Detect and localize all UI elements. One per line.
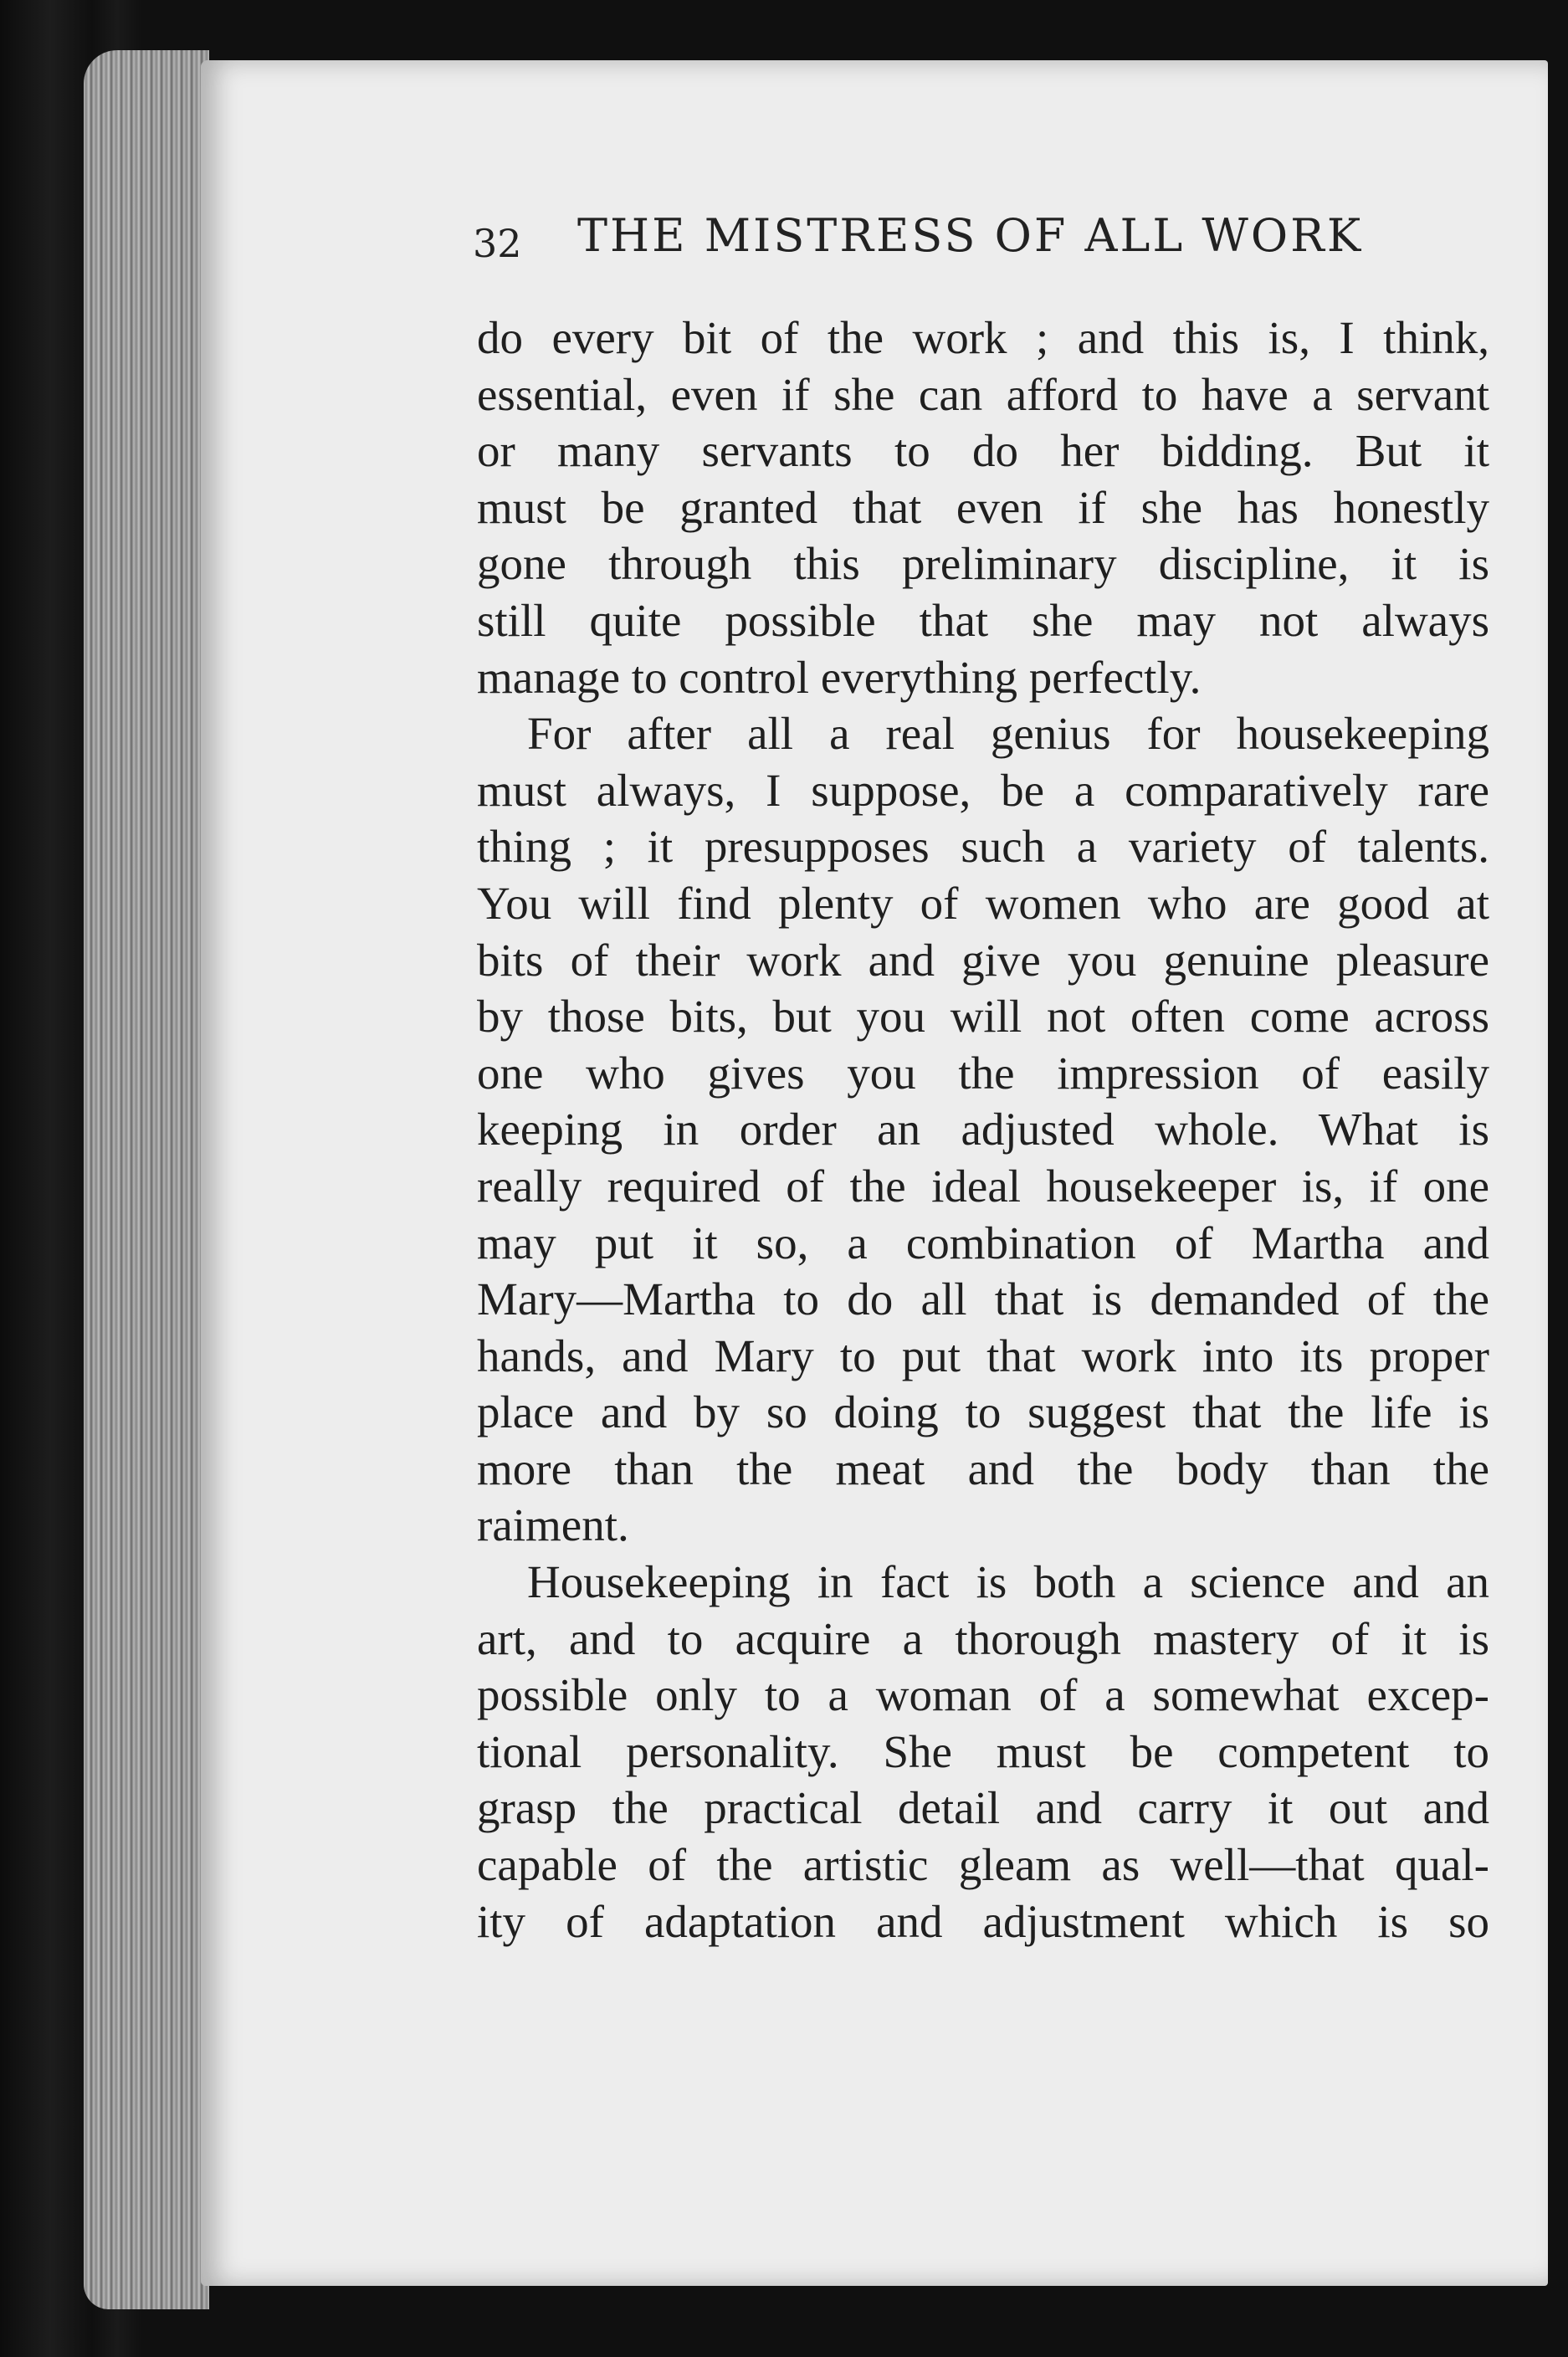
text-line: For after all a real genius for housekeeping [527,708,1489,760]
text-line: one who gives you the impression of easily [477,1047,1489,1099]
text-line: or many servants to do her bidding. But it [477,425,1489,477]
running-header [473,199,1418,283]
text-line: manage to control everything perfectly. [477,651,1202,703]
text-line: hands, and Mary to put that work into its proper [477,1330,1489,1381]
text-line: may put it so, a combination of Martha and [477,1217,1489,1268]
text-line: place and by so doing to suggest that the life is [477,1386,1489,1438]
text-line: bits of their work and give you genuine pleasure [477,934,1489,986]
text-line: You will find plenty of women who are good at [477,877,1489,929]
text-line: more than the meat and the body than the [477,1442,1489,1494]
page-number: 32 [473,221,522,266]
text-line: must be granted that even if she has honestly [477,481,1489,533]
text-line: Mary—Martha to do all that is demanded of the [477,1273,1489,1325]
text-line: grasp the practical detail and carry it out and [477,1782,1489,1834]
text-line: by those bits, but you will not often come across [477,991,1489,1043]
text-line: still quite possible that she may not always [477,594,1489,646]
text-line: essential, even if she can afford to have a servant [477,368,1489,420]
text-line: ity of adaptation and adjustment which is so [477,1895,1489,1947]
text-line: keeping in order an adjusted whole. What is [477,1104,1489,1155]
running-title: THE MISTRESS OF ALL WORK [577,209,1364,262]
text-line: art, and to acquire a thorough mastery of it is [477,1612,1489,1664]
text-line: Housekeeping in fact is both a science and an [527,1556,1489,1608]
body-text [477,310,1489,1950]
text-line: raiment. [477,1499,629,1551]
text-line: really required of the ideal housekeeper is, if one [477,1160,1489,1212]
text-line: capable of the artistic gleam as well—that qual- [477,1839,1489,1891]
text-line: must always, I suppose, be a comparatively rare [477,764,1489,816]
text-line: thing ; it presupposes such a variety of talents. [477,821,1489,873]
page-edges [84,50,209,2309]
text-line: do every bit of the work ; and this is, I think, [477,312,1489,363]
text-line: gone through this preliminary discipline, it is [477,538,1489,590]
text-line: possible only to a woman of a somewhat excep- [477,1669,1489,1721]
text-line: tional personality. She must be competent to [477,1725,1489,1777]
